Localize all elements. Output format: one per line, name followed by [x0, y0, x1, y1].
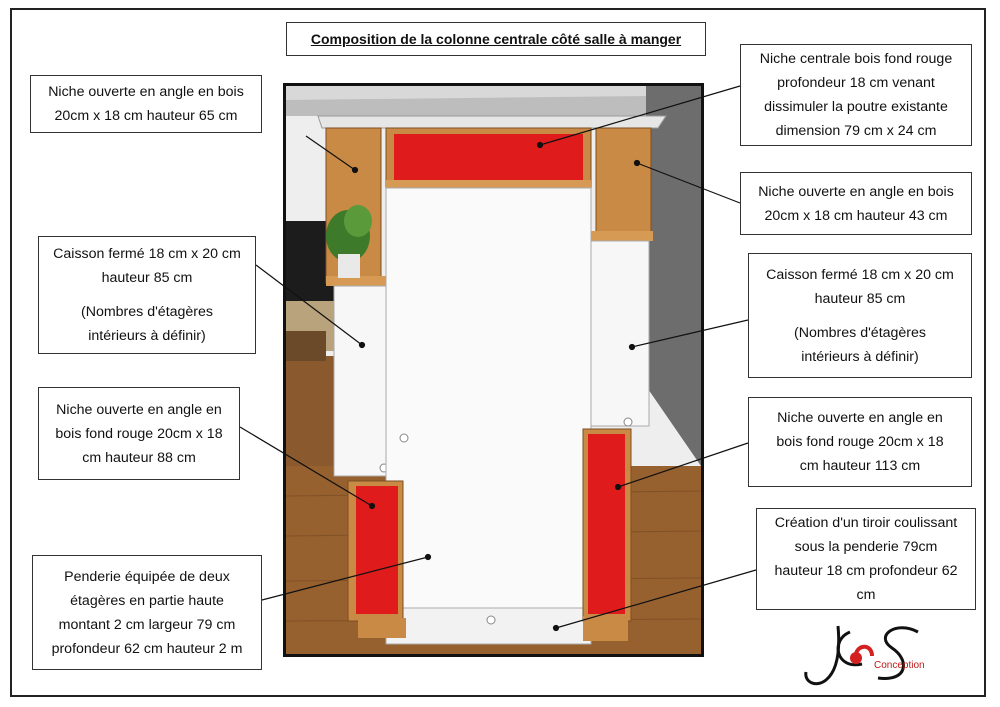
logo-text: Conception — [874, 660, 925, 671]
furniture-drawing — [286, 86, 701, 654]
callout-niche-red-right — [748, 397, 972, 487]
callout-caisson-left — [38, 236, 256, 354]
callout-line: (Nombres d'étagères — [80, 304, 214, 320]
page-title: Composition de la colonne centrale côté salle à manger — [286, 22, 706, 56]
callout-line: sous la penderie 79cm — [794, 539, 938, 555]
logo-mark-icon — [800, 618, 940, 692]
callout-line: hauteur 85 cm — [101, 270, 193, 286]
callout-line: Niche ouverte en angle en — [56, 401, 222, 418]
callout-line: montant 2 cm largeur 79 cm — [58, 616, 236, 633]
company-logo — [800, 618, 940, 692]
callout-line: (Nombres d'étagères — [793, 324, 927, 341]
callout-line: cm hauteur 113 cm — [799, 458, 921, 474]
callout-niche-right-top — [740, 172, 972, 235]
callout-line: Penderie équipée de deux — [64, 568, 230, 585]
furniture-illustration — [283, 83, 704, 657]
callout-line: cm hauteur 88 cm — [82, 449, 196, 466]
callout-line: dissimuler la poutre existante — [764, 99, 948, 115]
callout-line: Caisson fermé 18 cm x 20 cm — [53, 246, 241, 262]
callout-line: 20cm x 18 cm hauteur 65 cm — [54, 108, 238, 124]
callout-tiroir — [756, 508, 976, 610]
callout-line: 20cm x 18 cm hauteur 43 cm — [764, 207, 948, 224]
callout-line: Niche ouverte en angle en bois — [48, 84, 244, 100]
callout-line: dimension 79 cm x 24 cm — [775, 123, 937, 139]
callout-line: bois fond rouge 20cm x 18 — [55, 425, 223, 442]
callout-line: intérieurs à définir) — [801, 348, 919, 365]
callout-line: cm — [856, 587, 876, 603]
callout-niche-left-top — [30, 75, 262, 133]
callout-caisson-right — [748, 253, 972, 378]
callout-line: profondeur 18 cm venant — [777, 75, 935, 91]
callout-line: hauteur 85 cm — [814, 290, 906, 307]
callout-line: Niche ouverte en angle en — [777, 410, 943, 426]
callout-line: intérieurs à définir) — [88, 328, 206, 344]
callout-line: hauteur 18 cm profondeur 62 — [774, 563, 958, 579]
callout-line: bois fond rouge 20cm x 18 — [776, 434, 944, 450]
callout-line: Niche centrale bois fond rouge — [759, 51, 953, 67]
callout-line: Niche ouverte en angle en bois — [758, 183, 954, 200]
callout-penderie — [32, 555, 262, 670]
callout-line: étagères en partie haute — [70, 592, 224, 609]
callout-line: Création d'un tiroir coulissant — [774, 515, 958, 531]
callout-line: Caisson fermé 18 cm x 20 cm — [766, 266, 954, 283]
callout-niche-centrale — [740, 44, 972, 146]
callout-niche-red-left — [38, 387, 240, 480]
callout-line: profondeur 62 cm hauteur 2 m — [51, 640, 243, 657]
